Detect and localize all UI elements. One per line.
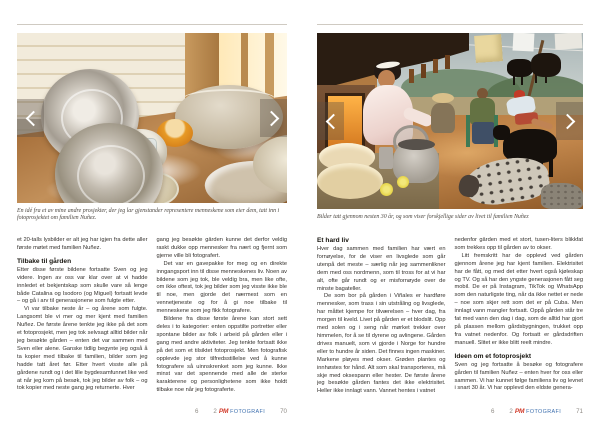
column-1 (17, 237, 148, 405)
magazine-logo (213, 408, 265, 415)
column-2 (455, 237, 584, 405)
laundry-yellow (474, 34, 503, 63)
magazine-logo (509, 408, 561, 415)
photo-caption: En idé fra et av mine andre prosjekter, der jeg lar gjenstander representere menneskene som eier dem, tatt inn i fotoprosjektet om familien Nuñez. (17, 208, 280, 222)
lemon-half (397, 176, 409, 188)
prev-photo-button[interactable] (17, 99, 44, 137)
page-number: 70 (280, 408, 287, 415)
issue-number: 6 (194, 408, 199, 415)
cow (507, 59, 533, 77)
chevron-left-icon (325, 113, 341, 129)
paragraph: Etter disse første bildene fortsatte Sven og jeg videre. Ingen av oss var klar over at vi hadde innledet et bekjentskap som skulle vare så lenge både Catalina og Isodoro (og Miguel) fortsatt levde – og gå i arv til generasjonene som fulgte etter. (17, 266, 148, 305)
paragraph: Hver dag sammen med familien har vært en fornøyelse, for de viser en livsglede som går utenpå det meste – særlig når jeg sammenlikner dem med oss nordmenn, som til tross for at vi har alt, ofte går rundt og er misfornøyde over de minste bagateller. (317, 246, 446, 292)
paragraph: Det var en gavepakke for meg og en direkte inngangsport inn til disse menneskenes liv. Noen av bildene som jeg tok, ble veldig bra, men like ofte, om ikke oftest, tok jeg bilder som jeg visste ikke ble til noe, men gjorde det nærmest som en vennetjeneste og for å gi noe tilbake til menneskene som jeg fikk fotografere. (156, 260, 287, 315)
hanging-leaves (409, 69, 414, 83)
column-1 (317, 237, 446, 405)
article-columns (17, 237, 287, 405)
man-green-shirt (470, 98, 495, 124)
paragraph: Litt fremskritt har de opplevd ved gården gjennom årene jeg har kjent familien. Elektrisitet har de fått, og med det etter hvert også kjøleskap og TV. Og så har den yngste generasjonen fått seg mobil. De er på Instagram, TikTok og WhatsApp som den naturligste ting, når da ikke nettet er nede – noe som skjer rett som det er på Cuba. Men innlagt vann mangler fortsatt. Oppå gården står tre fat med vann den dag i dag, som de alltid har gjort på plassen mellom gårdsbygningen, trukket opp fra vatnet nedenfor. Og fortsatt er gårdsdriften manuell. Slitet er ikke blitt reelt mindre. (454, 252, 583, 346)
magazine-logo-text: FOTOGRAFI (230, 409, 266, 415)
magazine-logo-text: FOTOGRAFI (526, 409, 562, 415)
footer-year: 2 (509, 408, 513, 415)
rock (541, 183, 583, 209)
photo-caption: Bilder tatt gjennom nesten 30 år, og som viser forskjellige sider av livet til familien Nuñez (317, 214, 529, 220)
chevron-left-icon (25, 110, 41, 126)
paragraph: et 20-talls lysbilder er alt jeg har igjen fra dette aller første møtet med familien Nuñez. (17, 237, 148, 251)
paragraph: Sven og jeg fortsatte å besøke og fotografere gården til familien Nuñez – enten hver for oss eller sammen. Vi har kunnet følge familiens liv og levnet i snart 30 år. Vi har opplevd den eldste genera- (454, 361, 583, 392)
footer-year: 2 (213, 408, 217, 415)
pot-opening (398, 139, 435, 150)
photo-still-life (17, 33, 287, 203)
page-left (17, 0, 287, 424)
green-chair (466, 115, 470, 147)
cheese-wheel (317, 163, 383, 199)
paragraph: Vi var tilbake neste år – og årene som fulgte. Langsomt ble vi mer og mer kjent med familien Nuñez. De første årene tenkte jeg ikke på det som et fotoprosjekt, men jeg tok selvsagt alltid bilder når jeg besøkte gården – enten det var sammen med Sven eller alene. Ganske tidlig begynte jeg også å ta kopier med tilbake til familien, bilder som jeg hadde tatt året før. Etter hvert visste alle på gårdene rundt og i det lille bygdesamfunnet like ved at når jeg kom på besøk, tok jeg bilder av folk – og tok kopier med neste gang jeg returnerte. Hver (17, 306, 148, 392)
section-heading: Tilbake til gården (17, 257, 72, 265)
section-heading: Ideen om et fotoprosjekt (454, 352, 532, 360)
man-green-jeans (472, 122, 495, 144)
lemon-half (380, 183, 393, 196)
top-rule (317, 24, 583, 25)
magazine-logo-mark: PM (514, 408, 525, 415)
cow-legs (513, 75, 515, 85)
laundry-white (513, 33, 535, 52)
page-right (317, 0, 583, 424)
page-footer (17, 408, 287, 415)
section-heading: Et hard liv (317, 237, 349, 244)
paragraph: nedenfor gården med et stort, tusen-liters blikkfat som trekkes opp til gården av to okser. (454, 237, 583, 251)
black-dog-head (493, 125, 510, 140)
magazine-logo-mark: PM (218, 408, 229, 415)
paragraph: De som bor på gården i Viñales er hardføre mennesker, som trass i sin utstråling og livsglede, har måttet kjempe for tilværelsen – hver dag, fra morgen til kveld. Livet på gården er et blodslit. Opp med solen og i seng når mørket trekker over himmelen, for å se til dyrene og avlingene. Gården drives manuelt, som vi gjorde i Norge for hundre eller to hundre år siden. Det finnes ingen maskiner. Markene pløyes med okser. Grøden plantes og innhøstes for hånd. Alt som skal transporteres, må skje med oksespann eller hester. De første årene jeg besøkte gården fantes det ikke elektrisitet. Heller ikke innlagt vann. Vannet hentes i vatnet (317, 293, 446, 395)
prev-photo-button[interactable] (317, 102, 344, 140)
column-2 (157, 237, 288, 405)
paragraph: Bildene fra disse første årene kan stort sett deles i to kategorier: enten oppstilte portretter eller spontane bilder av folk i arbeid på gården eller i gang med andre aktiviteter. Jeg tenkte fortsatt ikke på det som et tilsiktet fotoprosjekt. Men fotografisk opplevde jeg stor tilfredsstillelse ved å kunne fotografere så uinnskrenket som jeg kunne. Ikke minst var det spennende med alle de sterke karakterene og personlighetene som ikke holdt tilbake noe når jeg fotograferte. (156, 316, 287, 394)
straw-hat (432, 93, 454, 103)
chevron-right-icon (263, 110, 279, 126)
next-photo-button[interactable] (260, 99, 287, 137)
photo-farm-scene (317, 33, 583, 209)
top-rule (17, 24, 287, 25)
bowl-ring (77, 145, 145, 203)
metal-cup (379, 147, 393, 169)
cow (531, 53, 561, 77)
laundry-white (555, 33, 583, 50)
issue-number: 6 (490, 408, 495, 415)
page-number: 71 (576, 408, 583, 415)
article-columns (317, 237, 583, 405)
chevron-right-icon (559, 113, 575, 129)
paragraph: gang jeg besøkte gården kunne det derfor veldig raskt dukke opp mennesker fra nært og fjernt som gjerne ville bli fotografert. (156, 237, 287, 259)
next-photo-button[interactable] (556, 102, 583, 140)
page-footer (317, 408, 583, 415)
straw-hat-man (431, 103, 455, 133)
